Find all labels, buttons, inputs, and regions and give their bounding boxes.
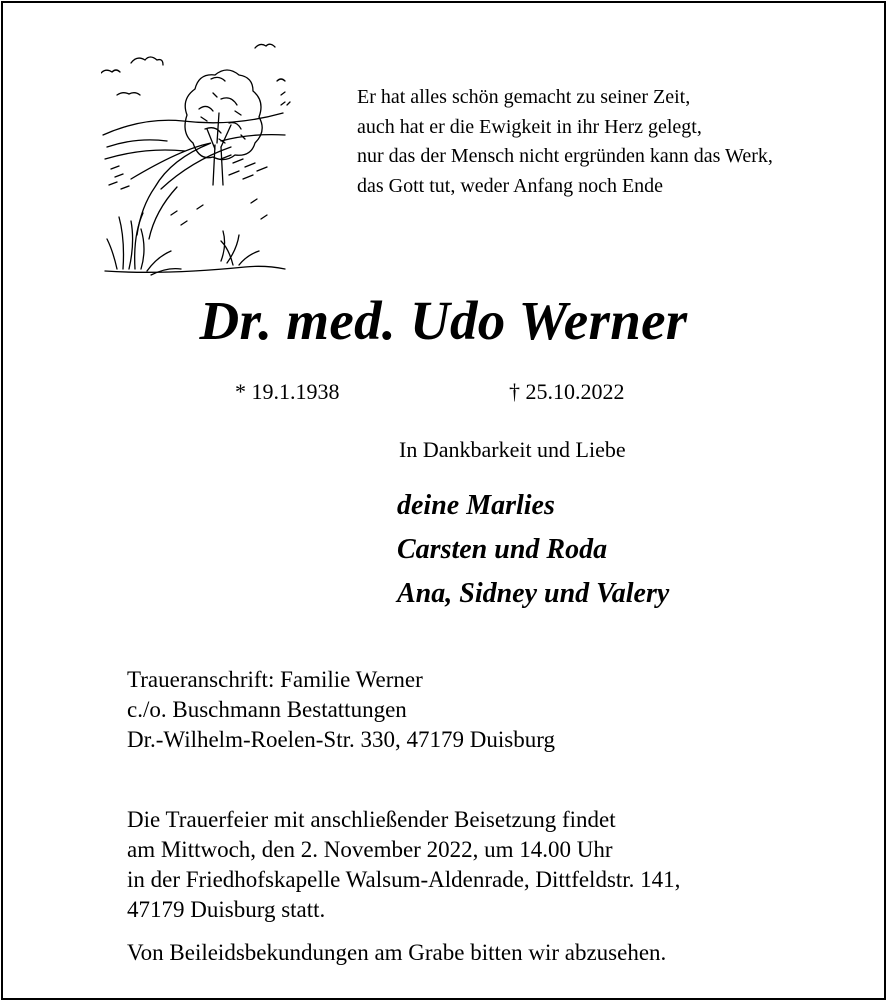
tree-landscape-illustration xyxy=(101,39,291,279)
service-line: in der Friedhofskapelle Walsum-Aldenrade, Dittfeldstr. 141, xyxy=(127,867,681,892)
verse-line: das Gott tut, weder Anfang noch Ende xyxy=(357,174,664,197)
address-line: Traueranschrift: Familie Werner xyxy=(127,667,423,692)
address-line: c./o. Buschmann Bestattungen xyxy=(127,697,407,722)
funeral-service-info xyxy=(127,805,680,925)
mourner-name: Ana, Sidney und Valery xyxy=(397,578,670,609)
verse-line: auch hat er die Ewigkeit in ihr Herz gelegt, xyxy=(357,115,702,138)
deceased-name: Dr. med. Udo Werner xyxy=(199,290,688,351)
mourners-list xyxy=(397,484,669,616)
service-line: am Mittwoch, den 2. November 2022, um 14.00 Uhr xyxy=(127,837,613,862)
death-date: † 25.10.2022 xyxy=(509,379,625,404)
address-line: Dr.-Wilhelm-Roelen-Str. 330, 47179 Duisburg xyxy=(127,727,555,752)
mourners-intro: In Dankbarkeit und Liebe xyxy=(399,437,626,462)
service-line: Die Trauerfeier mit anschließender Beisetzung findet xyxy=(127,807,616,832)
birth-date: * 19.1.1938 xyxy=(235,379,340,404)
mourner-name: Carsten und Roda xyxy=(397,534,608,565)
bible-verse xyxy=(357,83,773,201)
service-line: 47179 Duisburg statt. xyxy=(127,897,326,922)
mourner-name: deine Marlies xyxy=(397,490,555,521)
obituary-notice xyxy=(1,1,886,1000)
verse-line: Er hat alles schön gemacht zu seiner Zeit, xyxy=(357,86,691,108)
mourning-address xyxy=(127,665,555,755)
condolence-note: Von Beileidsbekundungen am Grabe bitten wir abzusehen. xyxy=(127,940,667,965)
verse-line: nur das der Mensch nicht ergründen kann das Werk, xyxy=(357,145,773,167)
